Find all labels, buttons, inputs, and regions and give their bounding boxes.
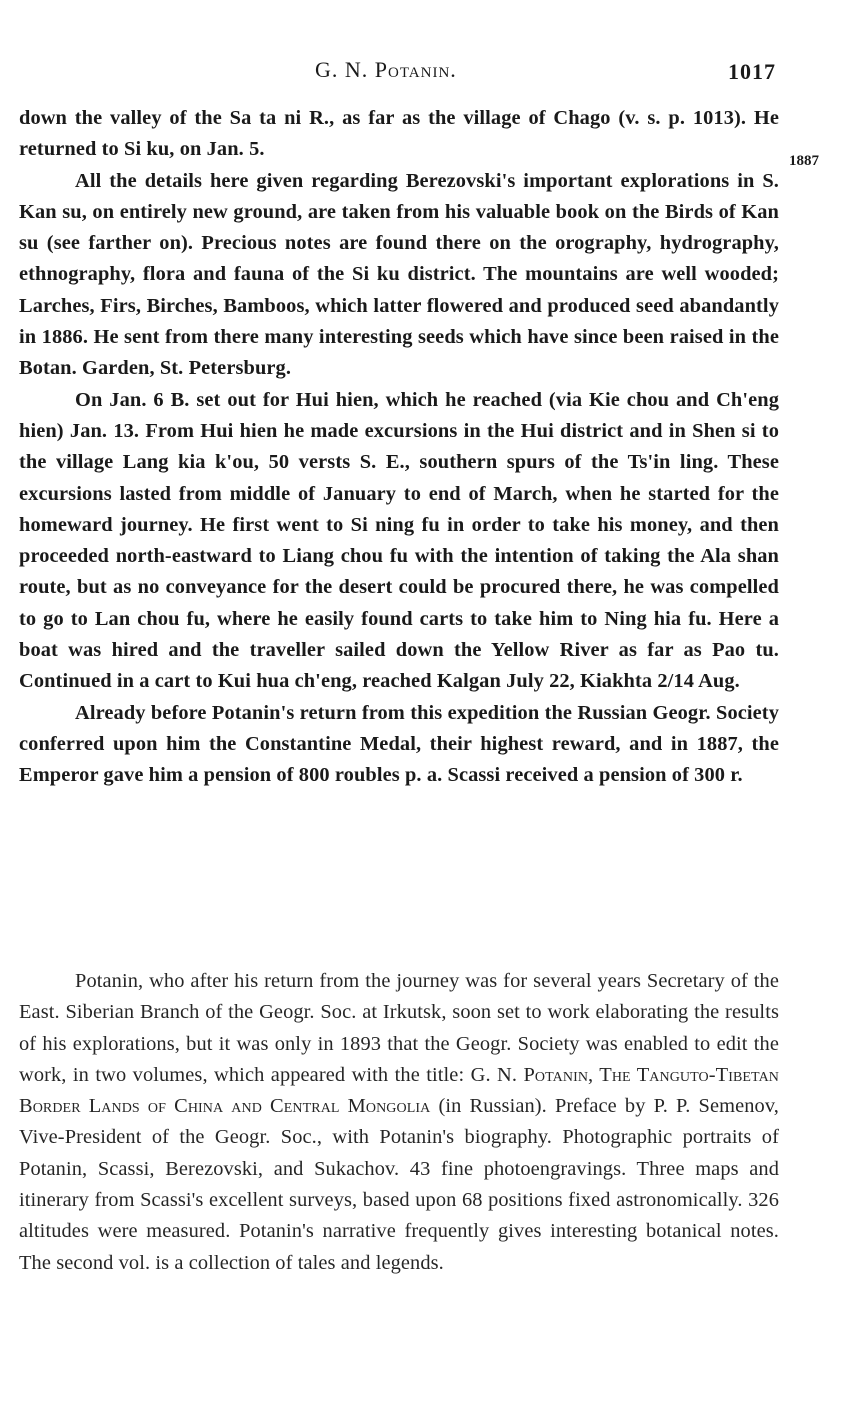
publication-text-details: (in Russian). Preface by P. P. Semenov, Vive-President of the Geogr. Soc., with Potanin's biography. Photographic portraits of Potanin, Scassi, Berezovski, and Sukachov. 43 fine photoengravings. Three maps and itinerary from Scassi's excellent surveys, based upon 68 positions fixed astronomically. 326 altitudes were measured. Potanin's narrative frequently gives interesting botanical notes. The second vol. is a collection of tales and legends. (19, 1095, 779, 1274)
page-number: 1017 (728, 59, 776, 84)
paragraph-constantine-medal: Already before Potanin's return from this expedition the Russian Geogr. Society conferred upon him the Constantine Medal, their highest reward, and in 1887, the Emperor gave him a pension of 800 roubles p. a. Scassi received a pension of 300 r. (19, 701, 779, 787)
lower-text-block (19, 966, 779, 1279)
running-head (0, 55, 850, 91)
publication-book-title: G. N. Potanin, The Tanguto-Tibetan Border Lands of China and Central Mongolia (19, 1063, 779, 1118)
main-text-block (19, 103, 779, 792)
paragraph-continued: down the valley of the Sa ta ni R., as far as the village of Chago (v. s. p. 1013). He returned to Si ku, on Jan. 5. (19, 107, 779, 161)
margin-year-note: 1887 (789, 153, 819, 169)
running-title: G. N. Potanin. (315, 57, 457, 82)
paragraph-publication (19, 966, 779, 1279)
paragraph-homeward-journey: On Jan. 6 B. set out for Hui hien, which he reached (via Kie chou and Ch'eng hien) Jan. 13. From Hui hien he made excursions in the Hui district and in Shen si to the village Lang kia k'ou, 50 versts S. E., southern spurs of the Ts'in ling. These excursions lasted from middle of January to end of March, when he started for the homeward journey. He first went to Si ning fu in order to take his money, and then proceeded north-eastward to Liang chou fu with the intention of taking the Ala shan route, but as no conveyance for the desert could be procured there, he was compelled to go to Lan chou fu, where he easily found carts to take him to Ning hia fu. Here a boat was hired and the traveller sailed down the Yellow River as far as Pao tu. Continued in a cart to Kui hua ch'eng, reached Kalgan July 22, Kiakhta 2/14 Aug. (19, 388, 779, 693)
publication-text-intro: Potanin, who after his return from the journey was for several years Secretary of the East. Siberian Branch of the Geogr. Soc. at Irkutsk, soon set to work elaborating the results of his explorations, but it was only in 1893 that the Geogr. Society was enabled to edit the work, in two volumes, which appeared with the title: (19, 970, 779, 1086)
paragraph-berezovski-explorations: All the details here given regarding Berezovski's important explorations in S. Kan su, on entirely new ground, are taken from his valuable book on the Birds of Kan su (see farther on). Precious notes are found there on the orography, hydrography, ethnography, flora and fauna of the Si ku district. The mountains are well wooded; Larches, Firs, Birches, Bamboos, which latter flowered and produced seed abandantly in 1886. He sent from there many interesting seeds which have since been raised in the Botan. Garden, St. Petersburg. (19, 169, 779, 380)
